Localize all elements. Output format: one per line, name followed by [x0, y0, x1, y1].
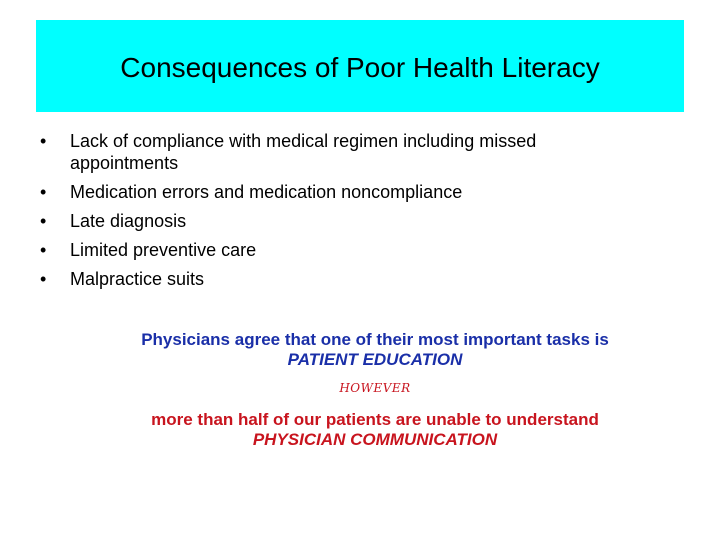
bullet-icon: •: [40, 269, 47, 289]
physicians-statement: [60, 330, 690, 370]
bullet-icon: •: [40, 131, 47, 151]
bullet-text: Limited preventive care: [70, 240, 257, 260]
bullet-text: Lack of compliance with medical regimen including missed appointments: [70, 131, 537, 173]
bullet-list: [40, 130, 640, 297]
bullet-icon: •: [40, 211, 47, 231]
bullet-text: Late diagnosis: [70, 211, 187, 231]
bullet-item: [40, 239, 640, 261]
bullet-text: Malpractice suits: [70, 269, 205, 289]
physician-communication-text: PHYSICIAN COMMUNICATION: [252, 430, 498, 449]
bullet-item: [40, 130, 640, 174]
bullet-item: [40, 268, 640, 290]
physicians-statement-line1: Physicians agree that one of their most important tasks is: [141, 330, 609, 349]
bullet-item: [40, 210, 640, 232]
patient-education-text: PATIENT EDUCATION: [287, 350, 463, 369]
bullet-item: [40, 181, 640, 203]
bullet-text: Medication errors and medication noncompliance: [70, 182, 463, 202]
bullet-icon: •: [40, 182, 47, 202]
title-bar: [36, 20, 684, 112]
patients-statement-line1: more than half of our patients are unable to understand: [151, 410, 599, 429]
however-text: HOWEVER: [339, 381, 411, 395]
bullet-icon: •: [40, 240, 47, 260]
patients-statement: [60, 410, 690, 450]
slide-title: Consequences of Poor Health Literacy: [120, 52, 600, 83]
